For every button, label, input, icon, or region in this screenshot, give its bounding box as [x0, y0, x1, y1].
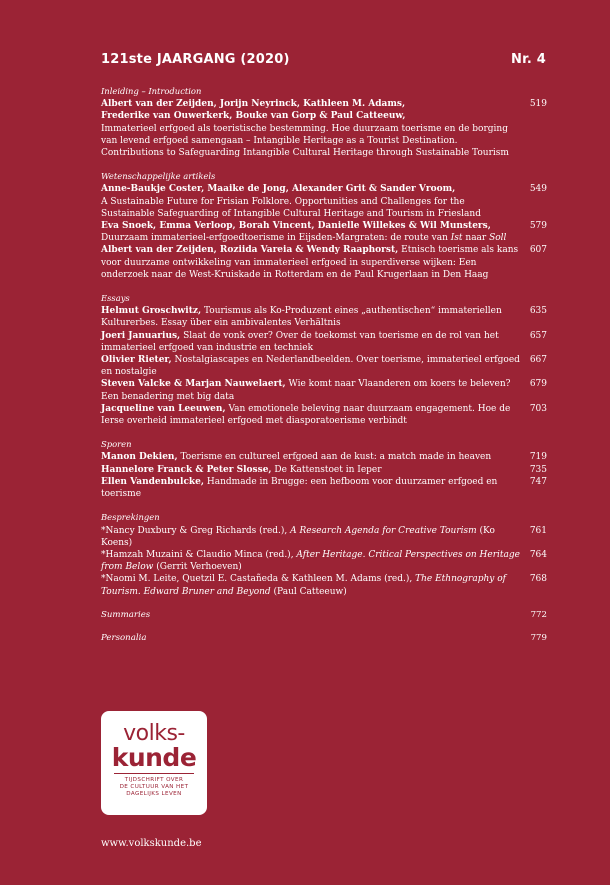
toc-entry[interactable] — [101, 220, 547, 244]
entry-authors: Hannelore Franck & Peter Slosse, — [101, 464, 272, 475]
entry-title: Van emotionele beleving naar duurzaam engagement. Hoe de Ierse overheid immaterieel erfgoed met diasporatoerisme verbindt — [101, 403, 511, 427]
entry-page: 735 — [529, 464, 547, 475]
entry-authors: Eva Snoek, Emma Verloop, Borah Vincent, Danielle Willekes & Wil Munsters, — [101, 221, 491, 232]
review-reviewer: (Ko Koens) — [101, 525, 495, 548]
toc-entry[interactable] — [101, 330, 547, 354]
toc-entry[interactable] — [101, 378, 547, 402]
section-personalia — [101, 632, 547, 644]
toc-entry[interactable] — [101, 244, 547, 281]
entry-title: Slaat de vonk over? Over de toekomst van toerisme en de rol van het immaterieel erfgoed van industrie en techniek — [101, 330, 499, 353]
toc-entry[interactable] — [101, 549, 547, 573]
section-title: Summaries — [101, 609, 151, 620]
journal-header — [101, 52, 546, 67]
review-reviewer: (Paul Catteeuw) — [270, 586, 347, 597]
entry-title: De Kattenstoet in Ieper — [271, 464, 382, 475]
review-book-title: After Heritage. Critical Perspectives on Heritage from Below — [101, 549, 520, 573]
entry-page: 607 — [529, 245, 547, 256]
entry-page: 635 — [529, 306, 547, 317]
entry-page: 719 — [529, 452, 547, 463]
review-authors: *Nancy Duxbury & Greg Richards (red.), — [101, 525, 291, 536]
entry-authors: Olivier Rieter, — [101, 355, 172, 366]
logo-line-1: volks- — [123, 721, 185, 746]
entry-authors: Joeri Januarius, — [101, 330, 181, 341]
entry-page: 772 — [530, 609, 547, 620]
entry-authors: Frederike van Ouwerkerk, Bouke van Gorp & Paul Catteeuw, — [101, 111, 406, 122]
section-introduction — [101, 85, 547, 159]
entry-page: 761 — [529, 525, 547, 536]
section-sporen — [101, 438, 547, 500]
volkskunde-logo — [101, 711, 207, 815]
section-articles — [101, 170, 547, 281]
review-book-title: A Research Agenda for Creative Tourism — [290, 525, 477, 536]
section-summaries — [101, 609, 547, 621]
entry-authors: Albert van der Zeijden, Roziida Vareia & Wendy Raaphorst, — [101, 245, 399, 256]
entry-title: A Sustainable Future for Frisian Folklore. Opportunities and Challenges for the Sustainable Safeguarding of Intangible Cultural Heritage and Tourism in Friesland — [101, 196, 481, 219]
toc-entry[interactable] — [101, 354, 547, 378]
entry-page: 549 — [529, 184, 547, 195]
toc-entry[interactable] — [101, 632, 547, 644]
entry-authors: Jacqueline van Leeuwen, — [101, 403, 226, 414]
section-title: Inleiding – Introduction — [101, 86, 202, 96]
entry-authors: Helmut Groschwitz, — [101, 306, 202, 317]
logo-tagline-1: TIJDSCHRIFT OVER — [124, 777, 184, 783]
entry-page: 764 — [529, 549, 547, 560]
entry-title: Duurzaam immaterieel-erfgoedtoerisme in Eijsden-Margraten: de route van Ist naar Soll — [101, 233, 507, 244]
website-link[interactable]: www.volkskunde.be — [101, 838, 202, 849]
entry-page: 747 — [529, 476, 547, 487]
entry-title: Etnisch toerisme als kans voor duurzame ontwikkeling van immaterieel erfgoed in superdiverse wijken: Een onderzoek naar de West-Kruiskade in Rotterdam en de Paul Krugerlaan in Den Haag — [101, 245, 519, 280]
review-authors: *Hamzah Muzaini & Claudio Minca (red.), — [101, 549, 297, 560]
logo-line-2: kunde — [111, 743, 197, 772]
entry-title: Handmade in Brugge: een hefboom voor duurzamer erfgoed en toerisme — [101, 476, 498, 500]
volume-label: 121ste JAARGANG (2020) — [101, 52, 290, 67]
entry-authors: Manon Dekien, — [101, 452, 178, 463]
entry-page: 657 — [529, 330, 547, 341]
entry-title: Toerisme en cultureel erfgoed aan de kust: a match made in heaven — [177, 452, 492, 463]
review-reviewer: (Gerrit Verhoeven) — [153, 562, 242, 573]
entry-page: 679 — [529, 379, 547, 390]
entry-authors: Steven Valcke & Marjan Nauwelaert, — [101, 379, 286, 390]
logo-tagline-2: DE CULTUUR VAN HET — [119, 784, 189, 790]
entry-page: 703 — [529, 403, 547, 414]
toc-entry[interactable] — [101, 525, 547, 549]
table-of-contents — [101, 85, 547, 655]
toc-entry[interactable] — [101, 403, 547, 427]
section-title: Wetenschappelijke artikels — [101, 171, 216, 182]
toc-entry[interactable] — [101, 183, 547, 220]
section-title: Sporen — [101, 439, 132, 450]
entry-page: 519 — [529, 99, 547, 110]
section-title: Besprekingen — [101, 512, 160, 523]
issue-number: Nr. 4 — [511, 52, 546, 67]
toc-entry[interactable] — [101, 609, 547, 621]
entry-page: 779 — [530, 632, 547, 643]
logo-divider — [114, 773, 194, 774]
entry-page: 667 — [529, 355, 547, 366]
entry-title: Tourismus als Ko-Produzent eines „authentischen“ immateriellen Kulturerbes. Essay über ein ambivalentes Verhältnis — [101, 306, 502, 329]
entry-page: 579 — [529, 221, 547, 232]
entry-authors: Albert van der Zeijden, Jorijn Neyrinck, Kathleen M. Adams, — [101, 99, 406, 110]
entry-authors: Ellen Vandenbulcke, — [101, 476, 205, 487]
toc-entry[interactable] — [101, 451, 547, 463]
section-title: Personalia — [101, 632, 147, 643]
section-reviews — [101, 511, 547, 597]
toc-entry[interactable] — [101, 98, 547, 159]
review-book-title: The Ethnography of Tourism. Edward Bruner and Beyond — [101, 574, 506, 597]
logo-tagline-3: DAGELIJKS LEVEN — [126, 791, 182, 797]
entry-authors: Anne-Baukje Coster, Maaike de Jong, Alexander Grit & Sander Vroom, — [101, 184, 456, 195]
toc-entry[interactable] — [101, 305, 547, 329]
entry-title: Immaterieel erfgoed als toeristische bestemming. Hoe duurzaam toerisme en de borging van levend erfgoed samengaan – Intangible Heritage as a Tourist Destination. Contributions to Safeguarding Intangible Cultural Heritage through Sustainable Tourism — [101, 123, 509, 159]
entry-page: 768 — [529, 574, 547, 585]
entry-title: Nostalgiascapes en Nederlandbeelden. Over toerisme, immaterieel erfgoed en nostalgie — [101, 355, 520, 378]
section-title: Essays — [101, 293, 130, 304]
review-authors: *Naomi M. Leite, Quetzil E. Castañeda & Kathleen M. Adams (red.), — [101, 574, 416, 585]
toc-entry[interactable] — [101, 476, 547, 500]
entry-title: Wie komt naar Vlaanderen om koers te beleven? Een benadering met big data — [101, 379, 511, 402]
section-essays — [101, 292, 547, 427]
toc-entry[interactable] — [101, 464, 547, 476]
toc-entry[interactable] — [101, 573, 547, 597]
